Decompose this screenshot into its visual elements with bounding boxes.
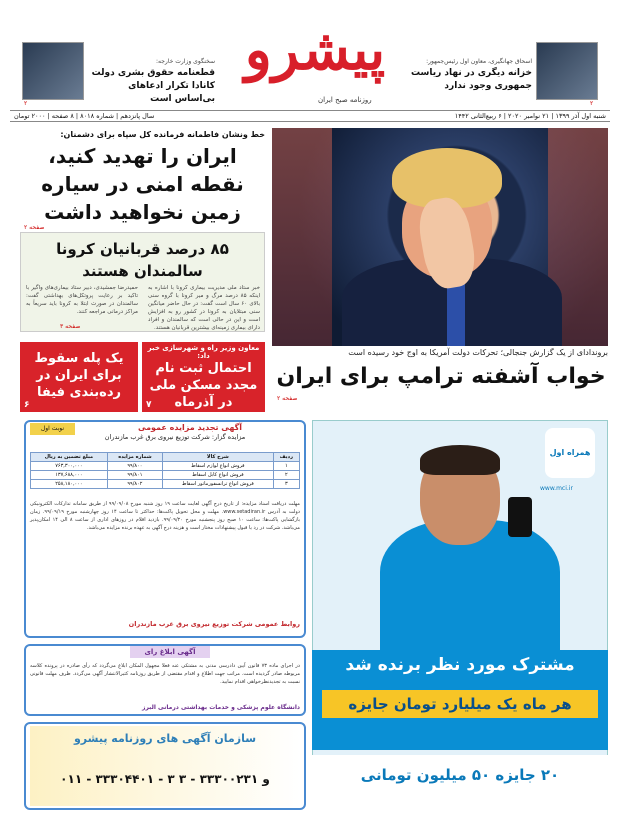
top-left-headline[interactable]: قطعنامه حقوق بشری دولت کانادا تکرار ادعاهای بی‌اساس است: [91, 68, 215, 104]
mci-logo: همراه اول: [545, 428, 595, 478]
top-left-kicker: سخنگوی وزارت خارجه:: [155, 58, 215, 65]
lead-headline[interactable]: ایران را تهدید کنید، نقطه امنی در سیاره زمین نخواهید داشت: [41, 144, 244, 224]
tender-subtitle: مزایده گزار: شرکت توزیع نیروی برق غرب مازندران: [104, 433, 246, 441]
table-header: شماره مزایده: [107, 453, 162, 462]
ads-office-title: سازمان آگهی های روزنامه پیشرو: [73, 732, 257, 745]
corona-headline[interactable]: ۸۵ درصد قربانیان کرونا سالمندان هستند: [56, 240, 229, 280]
tender-badge: نوبت اول: [30, 423, 75, 435]
mci-url: www.mci.ir: [540, 485, 573, 492]
phone-icon: [508, 497, 532, 537]
top-right-page: ۲: [590, 100, 594, 107]
fifa-headline: یک پله سقوط برای ایران در رده‌بندی فیفا: [34, 351, 124, 400]
table-row: ۳ فروش انواع ترانسفورماتور اسقاط ۹۹/۸۰۲ ۲۵۸,۱۸۰,۰۰۰: [31, 480, 300, 489]
housing-page: ۷: [146, 400, 152, 410]
tender-text: مهلت دریافت اسناد مزایده: از تاریخ درج آگهی لغایت ساعت ۱۹ روز شنبه مورخ ۹۹/۰۹/۰۸ از طریق سامانه تدارکات الکترونیکی دولت به آدرس www.setadiran.ir. مهلت و محل تحویل پاکت‌ها: حداکثر تا ساعت ۱۴ روز چهارشنبه مورخ ۹۹/۰۹/۱۹. زمان بازگشایی پاکت‌ها: ساعت ۱۰ صبح روز پنجشنبه مورخ ۹۹/۰۹/۲۰. بازدید اقلام در روزهای اداری از ساعت ۸ الی ۱۴ امکان‌پذیر می‌باشد. شرکت در رد یا قبول پیشنهادات مختار است و هزینه درج آگهی به عهده برنده مزایده می‌باشد.: [30, 501, 301, 531]
main-headline[interactable]: خواب آشفته ترامپ برای ایران: [276, 364, 606, 389]
corona-page: صفحه ۳: [60, 323, 81, 330]
trump-photo: [272, 128, 608, 346]
dateline-bar: [10, 110, 610, 122]
notice-footer: دانشگاه علوم پزشکی و خدمات بهداشتی درمانی البرز: [142, 704, 300, 711]
spokesman-photo: [22, 42, 84, 100]
corona-text-right: خبر ستاد ملی مدیریت بیماری کرونا با اشاره به اینکه ۸۵ درصد مرگ و میر کرونا با گروه سنی بالای ۶۰ سال است گفت: در حال حاضر میانگین سنی مبتلایان به کرونا در کشور رو به افزایش است و این در حالی است که سالمندان و افراد دارای بیماری زمینه‌ای بیشترین قربانیان هستند.: [148, 285, 260, 331]
notice-title: آگهی ابلاغ رای: [130, 646, 210, 658]
top-right-headline[interactable]: خزانه دیگری در نهاد ریاست جمهوری وجود ندارد: [410, 68, 532, 91]
table-header: ردیف: [273, 453, 299, 462]
main-page: صفحه ۲: [277, 395, 298, 402]
logo-tagline: روزنامه صبح ایران: [318, 96, 372, 104]
fifa-page: ۶: [24, 400, 30, 410]
housing-headline: احتمال ثبت نام مجدد مسکن ملی در آذرماه: [149, 361, 258, 410]
table-header: مبلغ تضمین به ریال: [31, 453, 108, 462]
main-caption: برونداد‌ای از یک گزارش جنجالی؛ تحرکات دولت آمریکا به اوج خود رسیده است: [348, 348, 608, 357]
corona-text-left: حمیدرضا جمشیدی، دبیر ستاد بیماری‌های واگیر با تاکید بر رعایت پروتکل‌های بهداشتی گفت: سالمندان در صورت ابتلا به کرونا باید سریعاً به مراکز درمانی مراجعه کنند.: [26, 285, 138, 315]
table-row: ۲ فروش انواع کابل اسقاط ۹۹/۸۰۱ ۱۳۷,۶۸۸,۰۰۰: [31, 471, 300, 480]
fifa-box[interactable]: [20, 342, 138, 412]
mci-line3: ۲۰ جایزه ۵۰ میلیون تومانی: [312, 755, 608, 810]
vp-photo: [536, 42, 598, 100]
mci-line2: هر ماه یک میلیارد تومان جایزه: [322, 690, 598, 718]
tender-title: آگهی تجدید مزایده عمومی: [137, 423, 243, 432]
issue-date: شنبه اول آذر ۱۳۹۹ | ۲۱ نوامبر ۲۰۲۰ | ۶ ربیع‌الثانی ۱۴۴۲: [454, 112, 606, 120]
newspaper-logo: پیشرو: [244, 17, 386, 83]
housing-kicker: معاون وزیر راه و شهرسازی خبر داد:: [147, 344, 260, 360]
ads-office-phone: ۰۱۱ - ۳۳۳۰۴۴۰۱ - ۳ و ۳۳۳۰۰۲۳۱ - ۳: [60, 772, 270, 786]
lead-page: صفحه ۲: [24, 224, 45, 231]
issue-number: سال پانزدهم | شماره ۸۰۱۸ | ۸ صفحه | ۲۰۰۰ تومان: [14, 112, 155, 120]
crowd-left: [272, 128, 332, 346]
top-left-page: ۲: [24, 100, 28, 107]
table-header: شرح کالا: [163, 453, 274, 462]
tender-table: [30, 452, 300, 489]
notice-text: در اجرای ماده ۷۳ قانون آیین دادرسی مدنی به مشتکی عنه فعلا مجهول المکان ابلاغ می‌گردد که رأی صادره در پرونده کلاسه مربوطه صادر گردیده است. مراتب جهت اطلاع و اقدام مقتضی از طریق روزنامه کثیرالانتشار آگهی می‌گردد. ظرف مهلت قانونی نسبت به تجدیدنظرخواهی اقدام نمایید.: [30, 663, 301, 685]
mci-line1: مشترک مورد نظر برنده شد: [345, 655, 575, 675]
top-right-kicker: اسحاق جهانگیری، معاون اول رئیس‌جمهور:: [426, 58, 532, 65]
housing-box[interactable]: [142, 342, 265, 412]
lead-kicker: خط ونشان فاطمانه فرمانده کل سپاه برای دشمنان:: [60, 130, 265, 139]
tender-footer: روابط عمومی شرکت توزیع نیروی برق غرب مازندران: [128, 620, 300, 628]
table-row: ۱ فروش انواع لوازم اسقاط ۹۹/۸۰۰ ۷۶۳,۳۰۰,۰۰۰: [31, 462, 300, 471]
man-hair: [420, 445, 500, 475]
